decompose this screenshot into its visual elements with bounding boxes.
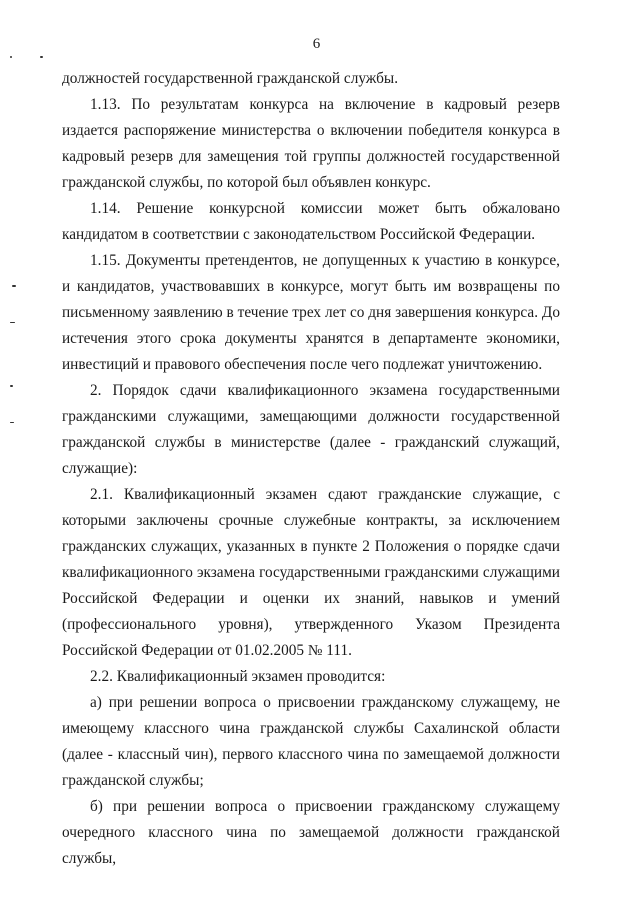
scan-speck — [10, 322, 15, 323]
scan-speck — [10, 422, 14, 423]
paragraph-1-15: 1.15. Документы претендентов, не допущенных к участию в конкурсе, и кандидатов, участвовавших в конкурсе, могут быть им возвращены по письменному заявлению в течение трех лет со дня завершения конкурса. До истечения этого срока документы хранятся в департаменте экономики, инвестиций и правового обеспечения после чего подлежат уничтожению. — [62, 252, 560, 373]
scan-speck — [10, 385, 13, 387]
paragraph-1-14: 1.14. Решение конкурсной комиссии может быть обжаловано кандидатом в соответствии с законодательством Российской Федерации. — [62, 200, 560, 243]
scan-speck — [12, 285, 16, 287]
paragraph-2-1: 2.1. Квалификационный экзамен сдают гражданские служащие, с которыми заключены срочные служебные контракты, за исключением гражданских служащих, указанных в пункте 2 Положения о порядке сдачи квалификационного экзамена государственными гражданскими служащими Российской Федерации и оценки их знаний, навыков и умений (профессионального уровня), утвержденного Указом Президента Российской Федерации от 01.02.2005 № 111. — [62, 486, 560, 659]
page-number: 6 — [312, 36, 321, 52]
document-body — [62, 66, 560, 872]
paragraph-2-2-a: а) при решении вопроса о присвоении гражданскому служащему, не имеющему классного чина гражданской службы Сахалинской области (далее - классный чин), первого классного чина по замещаемой должности гражданской службы; — [62, 694, 560, 789]
paragraph-1-13: 1.13. По результатам конкурса на включение в кадровый резерв издается распоряжение министерства о включении победителя конкурса в кадровый резерв для замещения той группы должностей государственной гражданской службы, по которой был объявлен конкурс. — [62, 96, 560, 191]
scan-speck — [40, 56, 43, 58]
scan-speck — [10, 56, 12, 58]
paragraph-2-2-b: б) при решении вопроса о присвоении гражданскому служащему очередного классного чина по замещаемой должности гражданской службы, — [62, 798, 560, 867]
paragraph-2-2: 2.2. Квалификационный экзамен проводится: — [90, 668, 386, 685]
paragraph-continuation: должностей государственной гражданской службы. — [62, 70, 399, 87]
paragraph-2: 2. Порядок сдачи квалификационного экзамена государственными гражданскими служащими, замещающими должности государственной гражданской службы в министерстве (далее - гражданский служащий, служащие): — [62, 382, 560, 477]
